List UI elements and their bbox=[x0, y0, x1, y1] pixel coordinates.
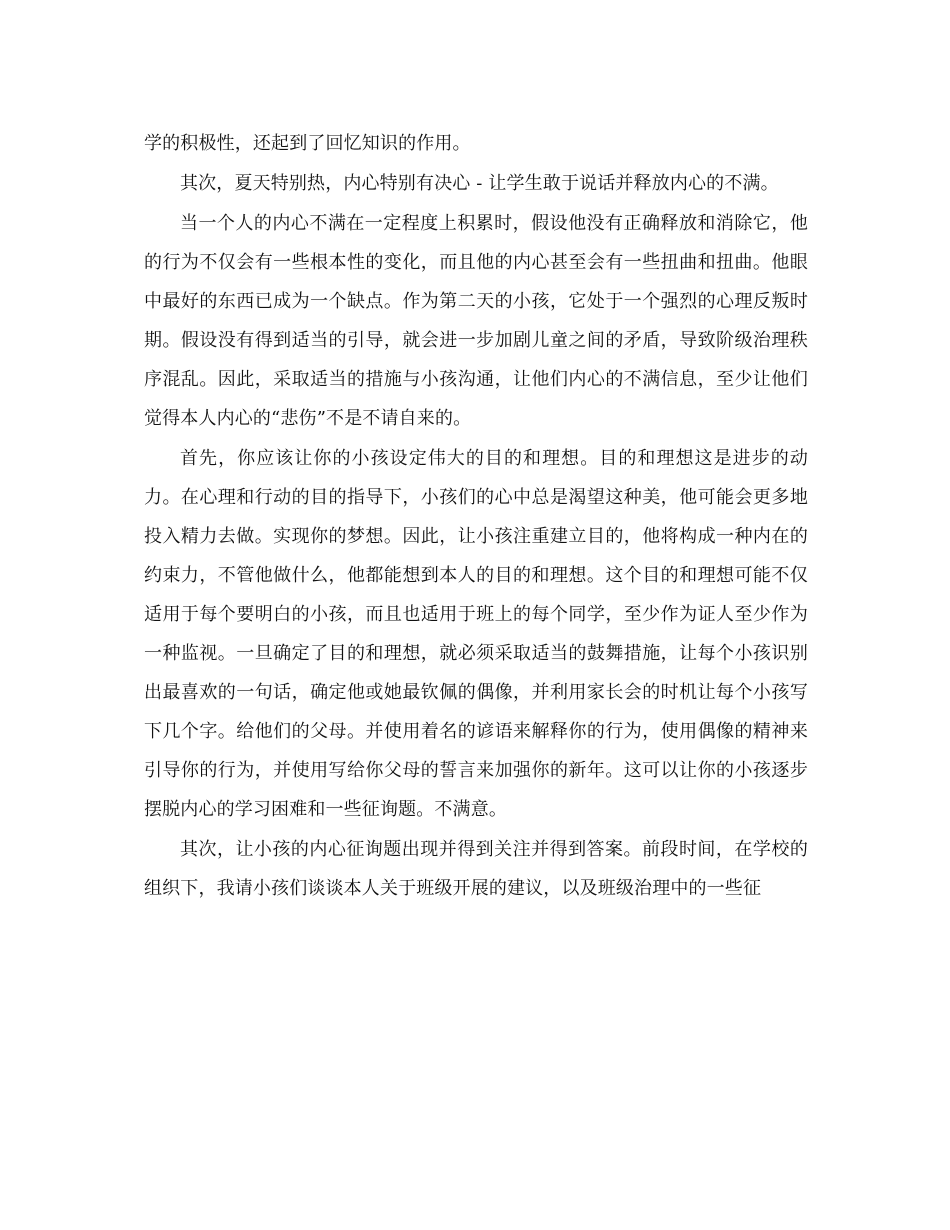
paragraph-1: 学的积极性，还起到了回忆知识的作用。 bbox=[144, 133, 471, 154]
paragraph-2: 其次，夏天特别热，内心特别有决心 - 让学生敢于说话并释放内心的不满。 bbox=[180, 173, 779, 194]
paragraph-4: 首先，你应该让你的小孩设定伟大的目的和理想。目的和理想这是进步的动力。在心理和行动的目的指导下，小孩们的心中总是渴望这种美，他可能会更多地投入精力去做。实现你的梦想。因此，让小孩注重建立目的，他将构成一种内在的约束力，不管他做什么，他都能想到本人的目的和理想。这个目的和理想可能不仅适用于每个要明白的小孩，而且也适用于班上的每个同学，至少作为证人至少作为一种监视。一旦确定了目的和理想，就必须采取适当的鼓舞措施，让每个小孩识别出最喜欢的一句话，确定他或她最钦佩的偶像，并利用家长会的时机让每个小孩写下几个字。给他们的父母。并使用着名的谚语来解释你的行为，使用偶像的精神来引导你的行为，并使用写给你父母的誓言来加强你的新年。这可以让你的小孩逐步摆脱内心的学习困难和一些征询题。不满意。 bbox=[144, 448, 808, 820]
paragraph-5: 其次，让小孩的内心征询题出现并得到关注并得到答案。前段时间，在学校的组织下，我请小孩们谈谈本人关于班级开展的建议，以及班级治理中的一些征 bbox=[144, 839, 808, 899]
paragraph-3: 当一个人的内心不满在一定程度上积累时，假设他没有正确释放和消除它，他的行为不仅会有一些根本性的变化，而且他的内心甚至会有一些扭曲和扭曲。他眼中最好的东西已成为一个缺点。作为第二天的小孩，它处于一个强烈的心理反叛时期。假设没有得到适当的引导，就会进一步加剧儿童之间的矛盾，导致阶级治理秩序混乱。因此，采取适当的措施与小孩沟通，让他们内心的不满信息，至少让他们觉得本人内心的“悲伤”不是不请自来的。 bbox=[144, 213, 808, 429]
body-text bbox=[144, 124, 808, 909]
